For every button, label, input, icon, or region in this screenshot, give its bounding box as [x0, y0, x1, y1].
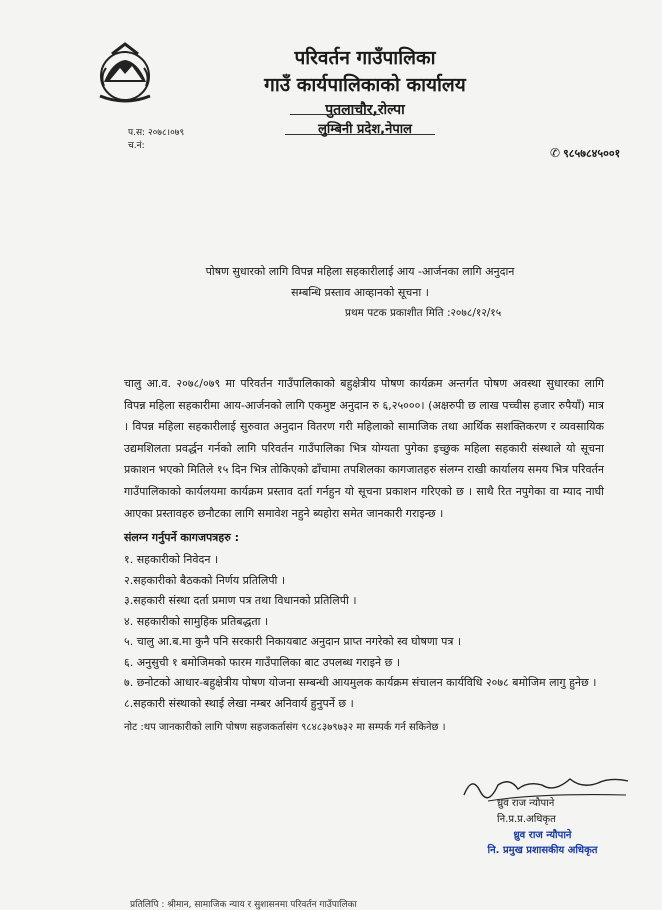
- office-name: परिवर्तन गाउँपालिका: [294, 47, 436, 69]
- list-item: २.सहकारीको बैठकको निर्णय प्रतिलिपी ।: [124, 573, 286, 587]
- signatory-block: [497, 796, 556, 828]
- list-item: ३.सहकारी संस्था दर्ता प्रमाण पत्र तथा विधानको प्रतिलिपी ।: [124, 594, 357, 607]
- patra-sankhya: प.स: २०७८।०७९: [128, 128, 185, 138]
- published-date: प्रथम पटक प्रकाशीत मिति :२०७८/१२/१५: [345, 307, 502, 319]
- chalani-number: च.नं:: [128, 141, 145, 151]
- phone-text: ९८५७८४५००१: [563, 147, 621, 160]
- official-stamp: [470, 828, 615, 858]
- underline: [290, 114, 380, 115]
- attachments-list: [124, 550, 604, 714]
- office-address-line2: लुम्बिनी प्रदेश,नेपाल: [318, 122, 412, 137]
- signatory-title: नि.प्र.प्र.अधिकृत: [497, 814, 556, 825]
- footer-copy-line: प्रतिलिपि : श्रीमान, सामाजिक न्याय र सुशासनमा परिवर्तन गाउँपालिका: [130, 900, 357, 910]
- body-paragraph: चालु आ.व. २०७८/०७९ मा परिवर्तन गाउँपालिकाको बहुक्षेत्रीय पोषण कार्यक्रम अन्तर्गत पोषण अवस्था सुधारका लागि विपन्न महिला सहकारीमा आय-आर्जनको लागि एकमुष्ट अनुदान रु ६,२५०००। (अक्षरुपी छ लाख पच्चीस हजार रुपैयाँ) मात्र । विपन्न महिला सहकारीलाई सुरुवात अनुदान वितरण गरी महिलाको सामाजिक तथा आर्थिक सशक्तिकरण र व्यवसायिक उद्यमशिलता प्रवर्द्धन गर्नको लागि परिवर्तन गाउँपालिका भित्र योग्यता पुगेका इच्छुक महिला सहकारी संस्थाले यो सूचना प्रकाशन भएको मितिले १५ दिन भित्र तोकिएको ढाँचामा तपशिलका कागजातहरु संलग्न राखी कार्यालय समय भित्र परिवर्तन गाउँपालिकाको कार्यलयमा कार्यक्रम प्रस्ताव दर्ता गर्नहुन यो सूचना प्रकाशन गरिएको छ । साथै रित नपुगेका वा म्याद नाघी आएका प्रस्तावहरु छनौटका लागि समावेश नहुने ब्यहोरा समेत जानकारी गराइन्छ ।: [124, 377, 604, 520]
- attachments-heading: संलग्न गर्नुपर्ने कागजपत्रहरु :: [124, 531, 240, 544]
- list-item: ६. अनुसुची १ बमोजिमको फारम गाउँपालिका बाट उपलब्ध गराइने छ ।: [124, 655, 401, 669]
- list-item: ५. चालु आ.ब.मा कुनै पनि सरकारी निकायबाट अनुदान प्राप्त नगरेको स्व घोषणा पत्र ।: [124, 635, 462, 648]
- phone-icon: ✆: [550, 146, 561, 160]
- underline: [285, 134, 435, 135]
- list-item: ४. सहकारीको सामुहिक प्रतिबद्धता ।: [124, 614, 269, 628]
- office-subtitle: गाउँ कार्यपालिकाको कार्यालय: [264, 74, 466, 96]
- stamp-title: नि. प्रमुख प्रशासकीय अधिकृत: [487, 845, 598, 856]
- phone-number: [550, 146, 620, 161]
- list-item: १. सहकारीको निवेदन ।: [124, 553, 219, 566]
- list-item: ७. छनोटको आधार-बहुक्षेत्रीय पोषण योजना सम्बन्धी आयमुलक कार्यक्रम संचालन कार्यविधि २०७८ बमोजिम लागु हुनेछ ।: [124, 676, 597, 689]
- nepal-emblem-icon: [92, 40, 158, 106]
- notice-subject: [125, 261, 595, 303]
- office-address-line1: पुतलाचौर,रोल्पा: [325, 102, 405, 118]
- subject-line-2: सम्बन्धि प्रस्ताव आव्हानको सूचना ।: [291, 286, 429, 299]
- contact-note: नोट :थप जानकारीको लागि पोषण सहजकर्तासंग ९८४८३७९७३२ मा सम्पर्क गर्न सकिनेछ ।: [124, 722, 446, 733]
- subject-line-1: पोषण सुधारको लागि विपन्न महिला सहकारीलाई आय -आर्जनका लागि अनुदान: [205, 265, 515, 278]
- list-item: ८.सहकारी संस्थाको स्थाई लेखा नम्बर अनिवार्य हुनुपर्ने छ ।: [124, 696, 354, 710]
- signatory-name: ध्रुव राज न्यौपाने: [497, 798, 555, 809]
- stamp-name: ध्रुव राज न्यौपाने: [513, 830, 572, 841]
